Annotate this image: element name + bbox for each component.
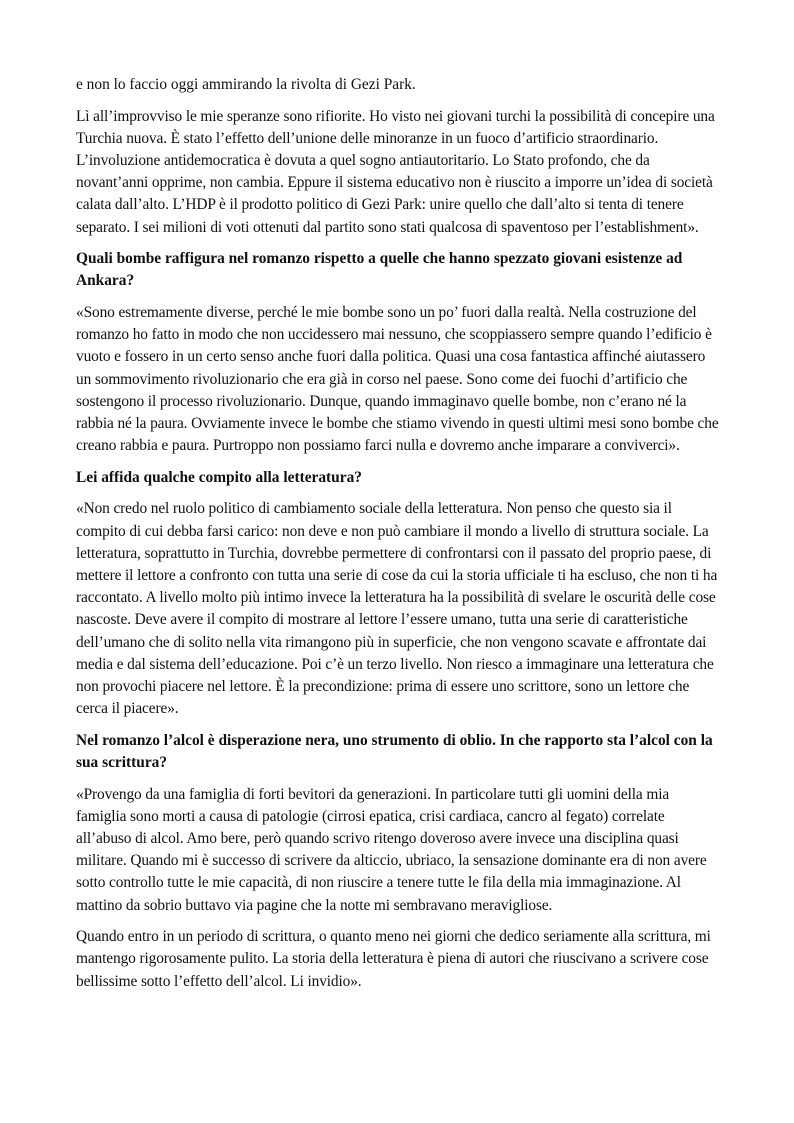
document-page	[76, 74, 721, 1002]
answer-paragraph: «Non credo nel ruolo politico di cambiamento sociale della letteratura. Non penso che questo sia il compito di cui debba farsi carico: non deve e non può cambiare il mondo a livello di struttura sociale. La letteratura, soprattutto in Turchia, dovrebbe permettere di confrontarsi con il passato del proprio paese, di mettere il lettore a confronto con tutta una serie di cose da cui la storia ufficiale ti ha escluso, che non ti ha raccontato. A livello molto più intimo invece la letteratura ha la possibilità di svelare le oscurità delle cose nascoste. Deve avere il compito di mostrare al lettore l’essere umano, tutta una serie di caratteristiche dell’umano che di solito nella vita rimangono più in superficie, che non vengono scavate e affrontate dai media e dal sistema dell’educazione. Poi c’è un terzo livello. Non riesco a immaginare una letteratura che non provochi piacere nel lettore. È la precondizione: prima di essere uno scrittore, sono un lettore che cerca il piacere».	[76, 500, 718, 718]
answer-paragraph: «Sono estremamente diverse, perché le mie bombe sono un po’ fuori dalla realtà. Nella costruzione del romanzo ho fatto in modo che non uccidessero mai nessuno, che scoppiassero sempre quando l’edificio è vuoto e fossero in un certo senso anche fuori dalla politica. Quasi una cosa fantastica affinché aiutassero un sommovimento rivoluzionario che era già in corso nel paese. Sono come dei fuochi d’artificio che sostengono il processo rivoluzionario. Dunque, quando immaginavo quelle bombe, non c’erano né la rabbia né la paura. Ovviamente invece le bombe che stiamo vivendo in questi ultimi mesi sono bombe che creano rabbia e paura. Purtroppo non possiamo farci nulla e dovremo anche imparare a conviverci».	[76, 304, 719, 455]
interview-question: Lei affida qualche compito alla letteratura?	[76, 468, 362, 486]
answer-paragraph: Lì all’improvviso le mie speranze sono rifiorite. Ho visto nei giovani turchi la possibilità di concepire una Turchia nuova. È stato l’effetto dell’unione delle minoranze in un fuoco d’artificio straordinario. L’involuzione antidemocratica è dovuta a quel sogno antiautoritario. Lo Stato profondo, che da novant’anni opprime, non cambia. Eppure il sistema educativo non è riuscito a imporre un’idea di società calata dall’alto. L’HDP è il prodotto politico di Gezi Park: unire quello che dall’alto si tenta di tenere separato. I sei milioni di voti ottenuti dal partito sono stati qualcosa di spaventoso per l’establishment».	[76, 107, 715, 236]
answer-paragraph: e non lo faccio oggi ammirando la rivolta di Gezi Park.	[76, 76, 416, 93]
interview-question: Quali bombe raffigura nel romanzo rispetto a quelle che hanno spezzato giovani esistenze ad Ankara?	[76, 250, 683, 290]
answer-paragraph: «Provengo da una famiglia di forti bevitori da generazioni. In particolare tutti gli uomini della mia famiglia sono morti a causa di patologie (cirrosi epatica, crisi cardiaca, cancro al fegato) correlate all’abuso di alcol. Amo bere, però quando scrivo ritengo doveroso avere invece una disciplina quasi militare. Quando mi è successo di scrivere da alticcio, ubriaco, la sensazione dominante era di non avere sotto controllo tutte le mie capacità, di non riuscire a tenere tutte le fila della mia immaginazione. Al mattino da sobrio buttavo via pagine che la notte mi sembravano meravigliose.	[76, 785, 707, 914]
answer-paragraph: Quando entro in un periodo di scrittura, o quanto meno nei giorni che dedico seriamente alla scrittura, mi mantengo rigorosamente pulito. La storia della letteratura è piena di autori che riuscivano a scrivere cose bellissime sotto l’effetto dell’alcol. Li invidio».	[76, 928, 711, 990]
interview-question: Nel romanzo l’alcol è disperazione nera, uno strumento di oblio. In che rapporto sta l’alcol con la sua scrittura?	[76, 731, 713, 772]
